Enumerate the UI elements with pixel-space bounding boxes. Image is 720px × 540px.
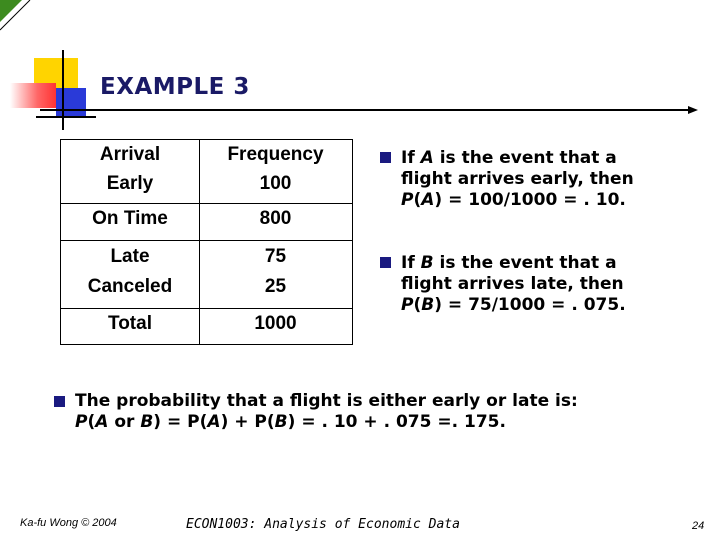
frequency-table bbox=[60, 139, 353, 345]
bullet-text-event-a: If A is the event that a flight arrives early, then P(A) = 100/1000 = . 10. bbox=[401, 148, 634, 210]
bullet-icon bbox=[54, 396, 65, 407]
slide-title: EXAMPLE 3 bbox=[100, 74, 250, 100]
table-header-frequency: Frequency bbox=[227, 144, 324, 165]
bullet-icon bbox=[380, 152, 391, 163]
footer-course-title: ECON1003: Analysis of Economic Data bbox=[186, 517, 460, 532]
logo-blue-square bbox=[56, 88, 86, 118]
page-number: 24 bbox=[692, 520, 705, 532]
table-cell-arrival: Early bbox=[106, 173, 154, 194]
table-cell-frequency: 1000 bbox=[254, 313, 297, 334]
table-cell-frequency: 25 bbox=[264, 276, 287, 297]
bullet-icon bbox=[380, 257, 391, 268]
logo-red-square bbox=[10, 83, 56, 108]
rule-arrow-icon bbox=[688, 106, 698, 114]
bullet-text-probability: The probability that a flight is either early or late is: P(A or B) = P(A) + P(B) = . 10 + . 075 =. 175. bbox=[75, 391, 578, 432]
bullet-text-event-b: If B is the event that a flight arrives late, then P(B) = 75/1000 = . 075. bbox=[401, 253, 626, 315]
logo-vertical-line bbox=[62, 50, 64, 130]
table-cell-arrival: On Time bbox=[92, 208, 168, 229]
table-cell-frequency: 100 bbox=[259, 173, 292, 194]
corner-triangle-decoration bbox=[0, 0, 40, 40]
logo-horizontal-line bbox=[36, 116, 96, 118]
table-cell-frequency: 75 bbox=[264, 246, 287, 267]
table-cell-arrival: Late bbox=[110, 246, 150, 267]
table-header-arrival: Arrival bbox=[99, 144, 161, 165]
table-cell-arrival: Total bbox=[108, 313, 152, 334]
table-cell-arrival: Canceled bbox=[87, 276, 173, 297]
footer-author: Ka-fu Wong © 2004 bbox=[20, 517, 117, 529]
title-rule bbox=[40, 109, 692, 111]
table-cell-frequency: 800 bbox=[259, 208, 292, 229]
